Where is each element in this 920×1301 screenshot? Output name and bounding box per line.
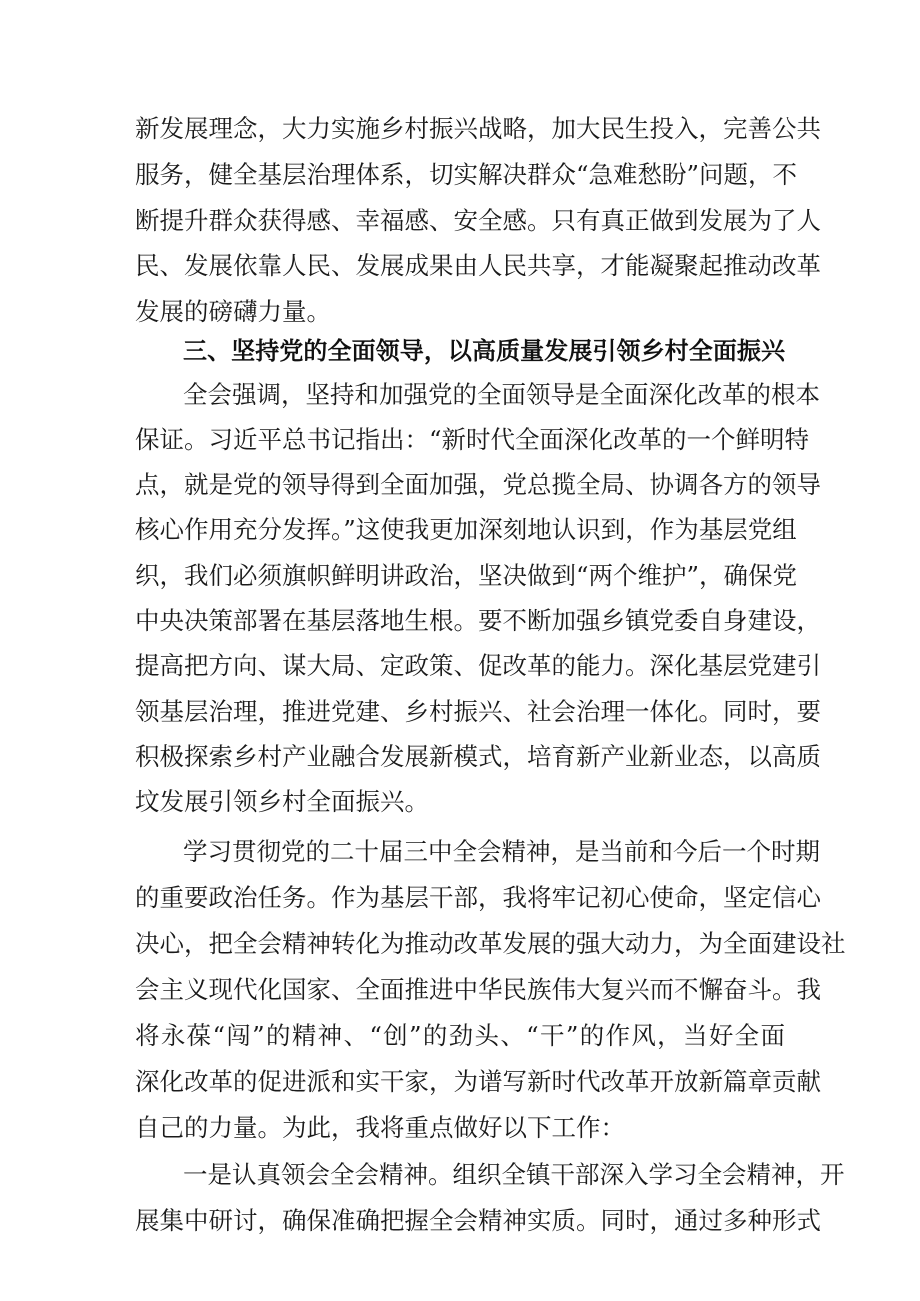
paragraph-3-line-6: 深化改革的促进派和实干家，为谱写新时代改革开放新篇章贡献	[135, 1067, 821, 1096]
paragraph-3-line-2: 的重要政治任务。作为基层干部，我将牢记初心使命，坚定信心	[135, 883, 821, 912]
section-3-heading: 三、坚持党的全面领导，以高质量发展引领乡村全面振兴	[183, 337, 785, 365]
paragraph-1-line-2: 服务，健全基层治理体系，切实解决群众“急难愁盼”问题，不	[135, 160, 798, 189]
paragraph-2-line-6: 中央决策部署在基层落地生根。要不断加强乡镇党委自身建设，	[135, 606, 821, 635]
paragraph-1-line-1: 新发展理念，大力实施乡村振兴战略，加大民生投入，完善公共	[135, 114, 821, 143]
paragraph-2-line-9: 积极探索乡村产业融合发展新模式，培育新产业新业态，以高质	[135, 742, 821, 771]
paragraph-2-line-4: 核心作用充分发挥。”这使我更加深刻地认识到，作为基层党组	[135, 515, 797, 544]
paragraph-2-line-5: 织，我们必须旗帜鲜明讲政治，坚决做到“两个维护”，确保党	[135, 561, 798, 590]
paragraph-2-line-10: 坟发展引领乡村全面振兴。	[135, 787, 429, 816]
paragraph-2-line-3: 点，就是党的领导得到全面加强，党总揽全局、协调各方的领导	[135, 470, 821, 499]
paragraph-1-line-3: 断提升群众获得感、幸福感、安全感。只有真正做到发展为了人	[135, 206, 821, 235]
paragraph-4-line-2: 展集中研讨，确保准确把握全会精神实质。同时，通过多种形式	[135, 1206, 821, 1235]
paragraph-3-line-5: 将永葆“闯”的精神、“创”的劲头、“干”的作风，当好全面	[135, 1021, 785, 1050]
paragraph-2-line-2: 保证。习近平总书记指出：“新时代全面深化改革的一个鲜明特	[135, 425, 810, 454]
paragraph-3-line-3: 决心，把全会精神转化为推动改革发展的强大动力，为全面建设社	[135, 929, 846, 958]
paragraph-2-line-7: 提高把方向、谋大局、定政策、促改革的能力。深化基层党建引	[135, 651, 821, 680]
paragraph-1-line-5: 发展的磅礴力量。	[135, 297, 331, 326]
paragraph-1-line-4: 民、发展依靠人民、发展成果由人民共享，才能凝聚起推动改革	[135, 251, 821, 280]
paragraph-4-line-1: 一是认真领会全会精神。组织全镇干部深入学习全会精神，开	[183, 1160, 845, 1189]
paragraph-3-line-7: 自己的力量。为此，我将重点做好以下工作：	[135, 1113, 625, 1142]
paragraph-3-line-1: 学习贯彻党的二十届三中全会精神，是当前和今后一个时期	[183, 837, 820, 866]
paragraph-2-line-8: 领基层治理，推进党建、乡村振兴、社会治理一体化。同时，要	[135, 697, 821, 726]
paragraph-2-line-1: 全会强调，坚持和加强党的全面领导是全面深化改革的根本	[183, 380, 820, 409]
paragraph-3-line-4: 会主义现代化国家、全面推进中华民族伟大复兴而不懈奋斗。我	[135, 975, 821, 1004]
